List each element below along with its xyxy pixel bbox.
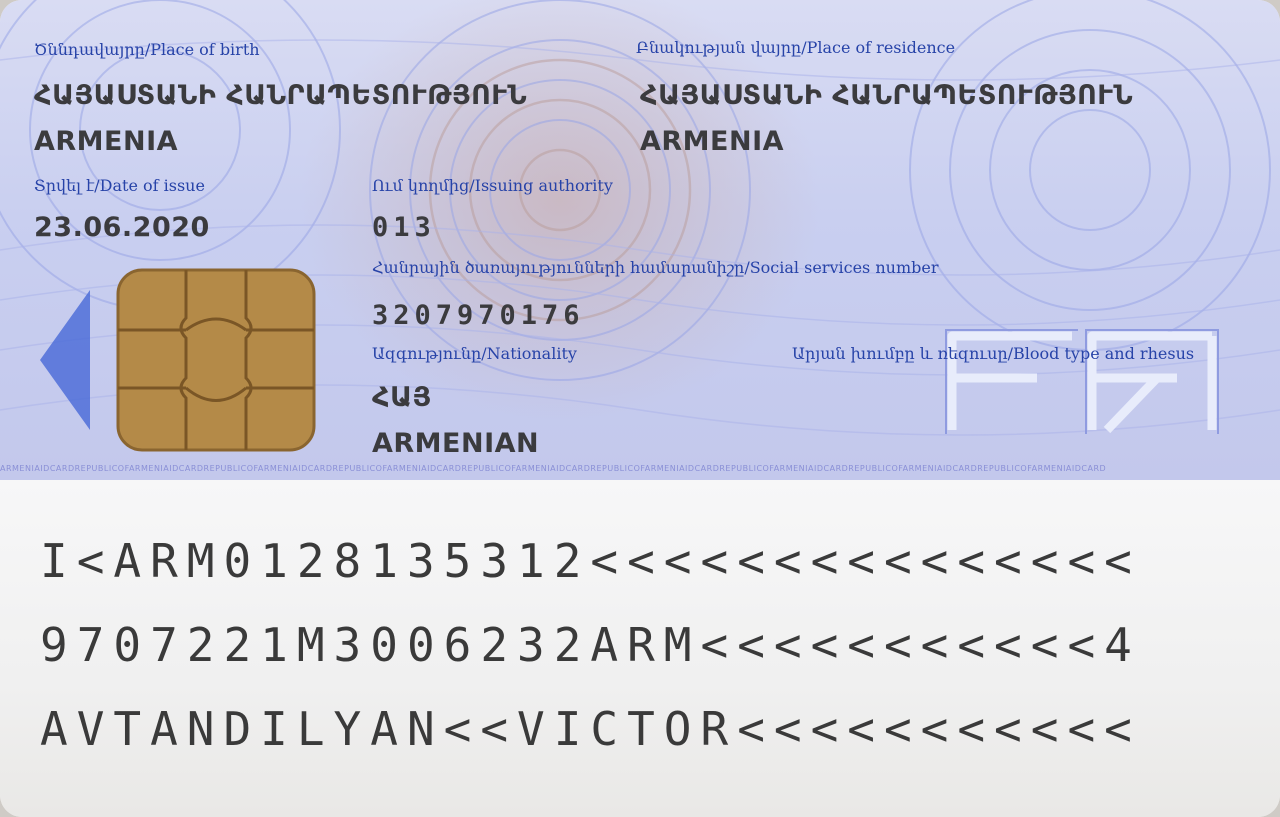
- place-of-residence-armenian: ՀԱՅԱՍՏԱՆԻ ՀԱՆՐԱՊԵՏՈՒԹՅՈՒՆ: [640, 80, 1134, 111]
- date-of-issue-value: 23.06.2020: [34, 212, 210, 243]
- tactile-arrow-icon: [38, 290, 92, 430]
- blood-type-label: Արյան խումբը և ռեզուսը/Blood type and rhesus: [792, 344, 1195, 363]
- nationality-english: ARMENIAN: [372, 428, 540, 459]
- armenia-id-logo-icon: [942, 318, 1252, 438]
- mrz-line-3: AVTANDILYAN<<VICTOR<<<<<<<<<<<: [40, 702, 1141, 756]
- machine-readable-zone: [0, 480, 1280, 817]
- social-services-number-value: 3207970176: [372, 300, 585, 331]
- issuing-authority-value: 013: [372, 212, 436, 243]
- mrz-line-2: 9707221M3006232ARM<<<<<<<<<<<4: [40, 618, 1141, 672]
- date-of-issue-label: Տրվել է/Date of issue: [34, 176, 205, 195]
- place-of-residence-label: Բնակության վայրը/Place of residence: [636, 38, 956, 57]
- issuing-authority-label: Ում կողմից/Issuing authority: [372, 176, 613, 195]
- place-of-birth-english: ARMENIA: [34, 126, 179, 157]
- place-of-residence-english: ARMENIA: [640, 126, 785, 157]
- mrz-line-1: I<ARM0128135312<<<<<<<<<<<<<<<: [40, 534, 1141, 588]
- place-of-birth-armenian: ՀԱՅԱՍՏԱՆԻ ՀԱՆՐԱՊԵՏՈՒԹՅՈՒՆ: [34, 80, 528, 111]
- nationality-armenian: ՀԱՅ: [372, 382, 432, 413]
- social-services-number-label: Հանրային ծառայությունների համարանիշը/Social services number: [372, 258, 939, 277]
- smart-chip-icon: [116, 268, 316, 452]
- microtext-line: ARMENIAIDCARDREPUBLICOFARMENIAIDCARDREPUBLICOFARMENIAIDCARDREPUBLICOFARMENIAIDCARDREPUBLICOFARMENIAIDCARDREPUBLICOFARMENIAIDCARDREPUBLICOFARMENIAIDCARDREPUBLICOFARMENIAIDCARDREPUBLICOFARMENIAIDCARD: [0, 464, 1107, 473]
- nationality-label: Ազգությունը/Nationality: [372, 344, 577, 363]
- place-of-birth-label: Ծննդավայրը/Place of birth: [34, 40, 260, 59]
